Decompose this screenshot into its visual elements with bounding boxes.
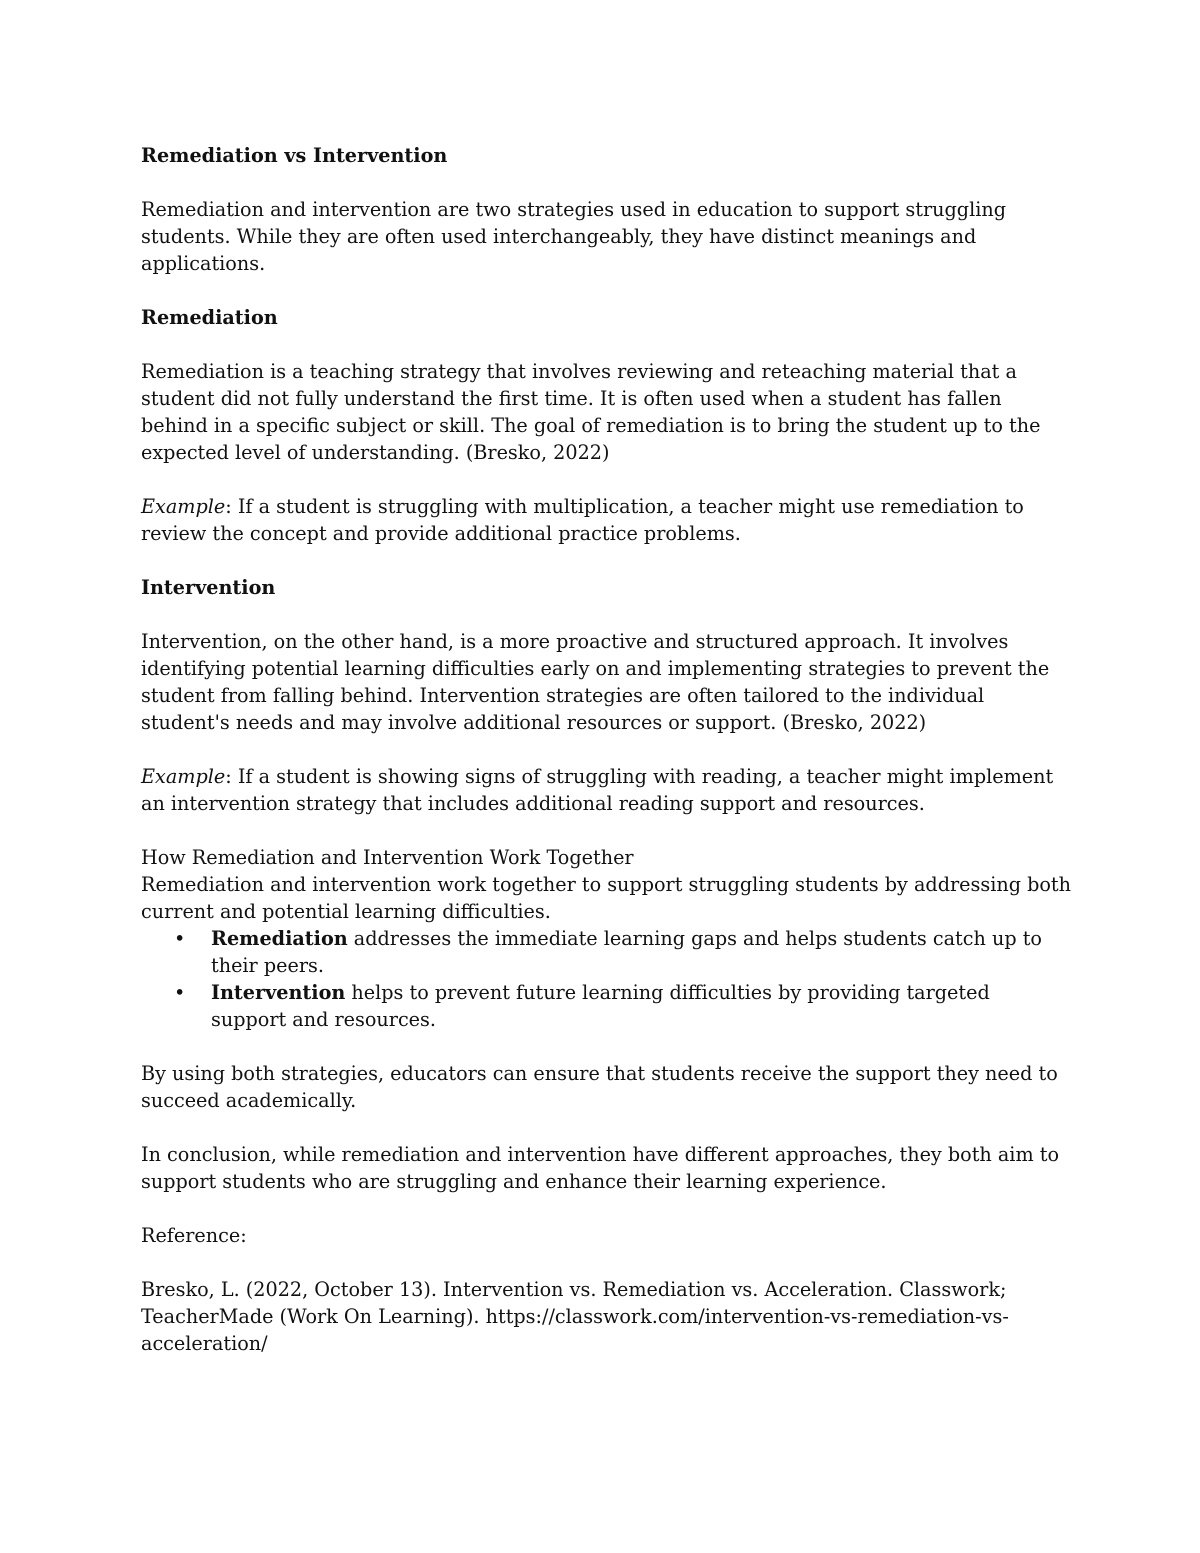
conclusion-paragraph: In conclusion, while remediation and intervention have different approaches, they both aim to support students who are struggling and enhance their learning experience.	[141, 1143, 1060, 1193]
remediation-example-label: Example	[141, 495, 226, 518]
bullet-term: Intervention	[211, 981, 346, 1004]
together-paragraph: Remediation and intervention work together to support struggling students by addressing both current and potential learning difficulties.	[141, 873, 1071, 923]
document-body	[141, 142, 1071, 1357]
reference-label: Reference:	[141, 1224, 247, 1247]
bullet-text: addresses the immediate learning gaps and helps students catch up to their peers.	[211, 927, 1042, 977]
intervention-paragraph: Intervention, on the other hand, is a more proactive and structured approach. It involves identifying potential learning difficulties early on and implementing strategies to prevent the student from falling behind. Intervention strategies are often tailored to the individual student's needs and may involve additional resources or support. (Bresko, 2022)	[141, 630, 1050, 734]
intervention-heading: Intervention	[141, 576, 276, 599]
intro-paragraph: Remediation and intervention are two strategies used in education to support struggling students. While they are often used interchangeably, they have distinct meanings and applications.	[141, 198, 1006, 275]
both-strategies-paragraph: By using both strategies, educators can ensure that students receive the support they need to succeed academically.	[141, 1062, 1058, 1112]
list-item	[141, 979, 1071, 1033]
intervention-example-text: : If a student is showing signs of struggling with reading, a teacher might implement an intervention strategy that includes additional reading support and resources.	[141, 765, 1054, 815]
together-heading: How Remediation and Intervention Work Together	[141, 846, 634, 869]
remediation-example	[141, 493, 1071, 547]
bullet-term: Remediation	[211, 927, 348, 950]
bullet-text: helps to prevent future learning difficulties by providing targeted support and resources.	[211, 981, 990, 1031]
remediation-paragraph: Remediation is a teaching strategy that involves reviewing and reteaching material that a student did not fully understand the first time. It is often used when a student has fallen behind in a specific subject or skill. The goal of remediation is to bring the student up to the expected level of understanding. (Bresko, 2022)	[141, 360, 1041, 464]
reference-citation: Bresko, L. (2022, October 13). Intervention vs. Remediation vs. Acceleration. Classwork; TeacherMade (Work On Learning). https://classwork.com/intervention-vs-remediation-vs-acceleration/	[141, 1278, 1009, 1355]
remediation-heading: Remediation	[141, 306, 278, 329]
intervention-example	[141, 763, 1071, 817]
bullet-icon: •	[174, 981, 186, 1004]
bullet-icon: •	[174, 927, 186, 950]
intervention-example-label: Example	[141, 765, 226, 788]
list-item	[141, 925, 1071, 979]
remediation-example-text: : If a student is struggling with multiplication, a teacher might use remediation to review the concept and provide additional practice problems.	[141, 495, 1024, 545]
together-bullet-list	[141, 925, 1071, 1033]
document-title: Remediation vs Intervention	[141, 144, 448, 167]
